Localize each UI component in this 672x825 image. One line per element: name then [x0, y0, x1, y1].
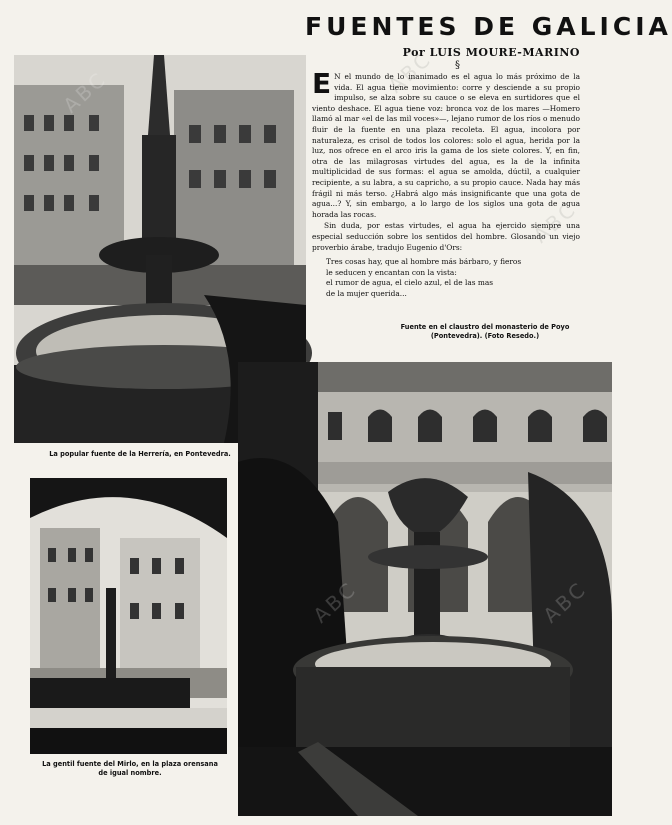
poyo-cloister-illustration: [238, 362, 612, 816]
paragraph-2: Sin duda, por estas virtudes, el agua ha ejercido siempre una especial seducción sobre los sentidos del hombre. Glosando un viejo proverbio árabe, tradujo Eugenio d'Ors:: [312, 221, 580, 252]
article-body: [312, 67, 580, 299]
watermark-text: ABC: [383, 46, 437, 98]
byline-ornament: §: [455, 60, 460, 71]
caption-mirlo: La gentil fuente del Mirlo, en la plaza orensana de igual nombre.: [42, 760, 218, 777]
photo-poyo-cloister: [238, 362, 612, 816]
watermark-text: ABC: [528, 196, 582, 248]
paragraph-1: [312, 67, 580, 220]
poem-quote: [326, 257, 580, 299]
poem-line: el rumor de agua, el cielo azul, el de las mas: [326, 278, 494, 288]
article-byline: Por LUIS MOURE-MARINO: [402, 46, 580, 59]
caption-poyo: Fuente en el claustro del monasterio de Poyo (Pontevedra). (Foto Resedo.): [400, 323, 570, 340]
paragraph-1-text: N el mundo de lo inanimado es el agua lo más próximo de la vida. El agua tiene movimiento: corre y desciende a su propio impulso, se alza sobre su cauce o se eleva en surtidores que el viento deshace. El agua tiene voz: bronca voz de los mares —Homero llamó al mar «el de las mil voces»—, lejano rumor de los ríos o menudo fluir de la fuente en una plaza recoleta. El agua, incolora por naturaleza, es crisol de todos los colores: solo el agua, herida por la luz, nos ofrece en el arco iris la gama de los siete colores. Y, en fin, otra de las milagrosas virtudes del agua, es la de la infinita multiplicidad de sus formas: el agua se amolda, dúctil, a cualquier recipiente, a su labra, a su capricho, a su propio cauce. Nada hay más frágil ni más terso. ¿Habrá algo más insignificante que una gota de agua...? Y, sin embargo, a lo largo de los siglos una gota de agua horada las rocas.: [312, 72, 580, 219]
article-title: FUENTES DE GALICIA: [305, 12, 672, 41]
poem-line: le seducen y encantan con la vista:: [326, 267, 457, 277]
drop-cap: E: [312, 67, 332, 100]
mirlo-fountain-illustration: [30, 478, 227, 754]
poem-line: Tres cosas hay, que al hombre más bárbaro, y fieros: [326, 257, 522, 267]
photo-mirlo-fountain: [30, 478, 227, 754]
poem-line: de la mujer querida...: [326, 288, 407, 298]
caption-herreria: La popular fuente de la Herrería, en Pontevedra.: [49, 450, 231, 458]
